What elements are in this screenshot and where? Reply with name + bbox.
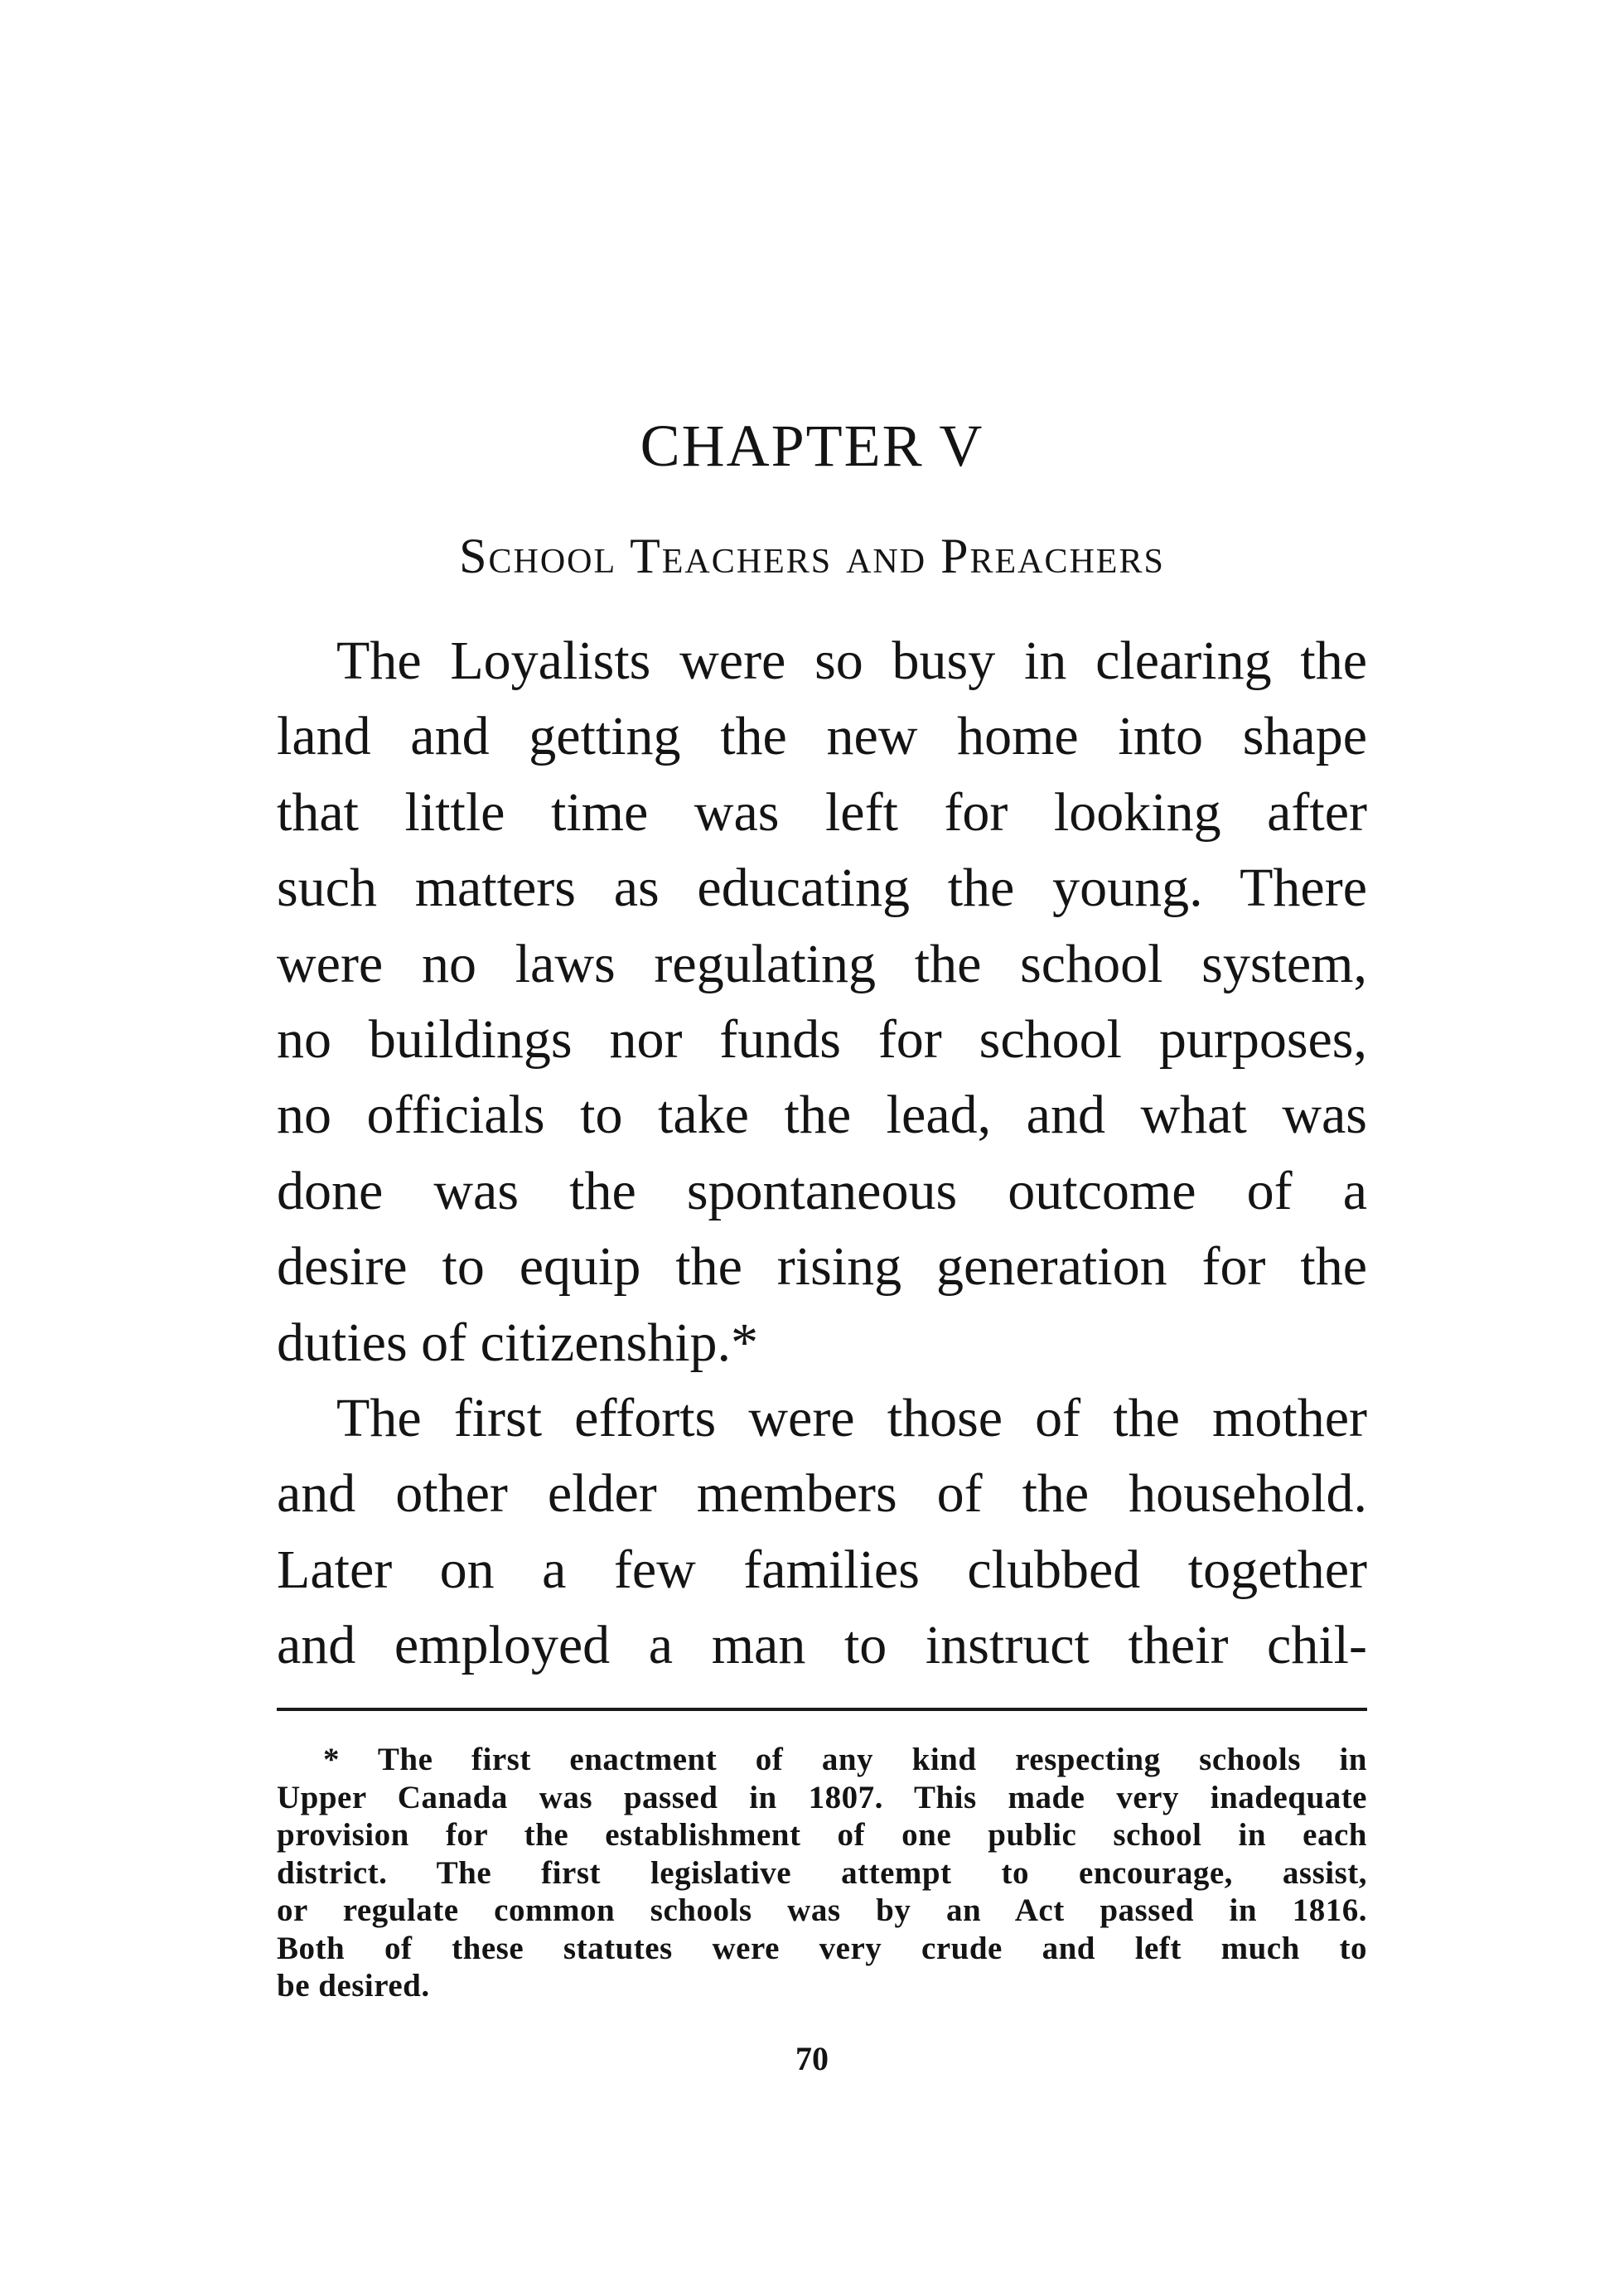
footnote-line: Upper Canada was passed in 1807. This made very inadequate: [277, 1779, 1367, 1815]
text-line: that little time was left for looking after: [277, 781, 1367, 843]
paragraph: [277, 623, 1367, 1380]
text-line: no buildings nor funds for school purposes,: [277, 1009, 1367, 1071]
text-line: Later on a few families clubbed together: [277, 1539, 1367, 1600]
footnote-line: provision for the establishment of one public school in each: [277, 1817, 1367, 1853]
text-line: and other elder members of the household.: [277, 1463, 1367, 1525]
text-line: done was the spontaneous outcome of a: [277, 1160, 1367, 1221]
paragraph: [277, 1380, 1367, 1684]
footnote-line: * The first enactment of any kind respecting schools in: [323, 1742, 1367, 1777]
page-number: 70: [795, 2040, 829, 2077]
text-line: land and getting the new home into shape: [277, 706, 1367, 767]
footnote-line: district. The first legislative attempt to encourage, assist,: [277, 1854, 1367, 1891]
text-line: The first efforts were those of the mother: [336, 1388, 1367, 1449]
footnote-line: be desired.: [277, 1968, 430, 2004]
chapter-subtitle: School Teachers and Preachers: [459, 529, 1165, 583]
text-line: no officials to take the lead, and what was: [277, 1085, 1367, 1146]
text-line: The Loyalists were so busy in clearing the: [336, 631, 1367, 691]
text-line: and employed a man to instruct their chil-: [277, 1615, 1367, 1676]
text-line: such matters as educating the young. There: [277, 858, 1367, 919]
footnote: [277, 1741, 1367, 2005]
text-line: duties of citizenship.*: [277, 1312, 759, 1373]
footnote-line: Both of these statutes were very crude and left much to: [277, 1930, 1367, 1966]
text-line: were no laws regulating the school system,: [277, 933, 1367, 994]
footnote-divider: [277, 1708, 1367, 1711]
text-line: desire to equip the rising generation for the: [277, 1236, 1367, 1298]
footnote-line: or regulate common schools was by an Act passed in 1816.: [277, 1892, 1367, 1928]
chapter-heading: CHAPTER V: [640, 413, 984, 479]
body-text: [277, 623, 1367, 1684]
